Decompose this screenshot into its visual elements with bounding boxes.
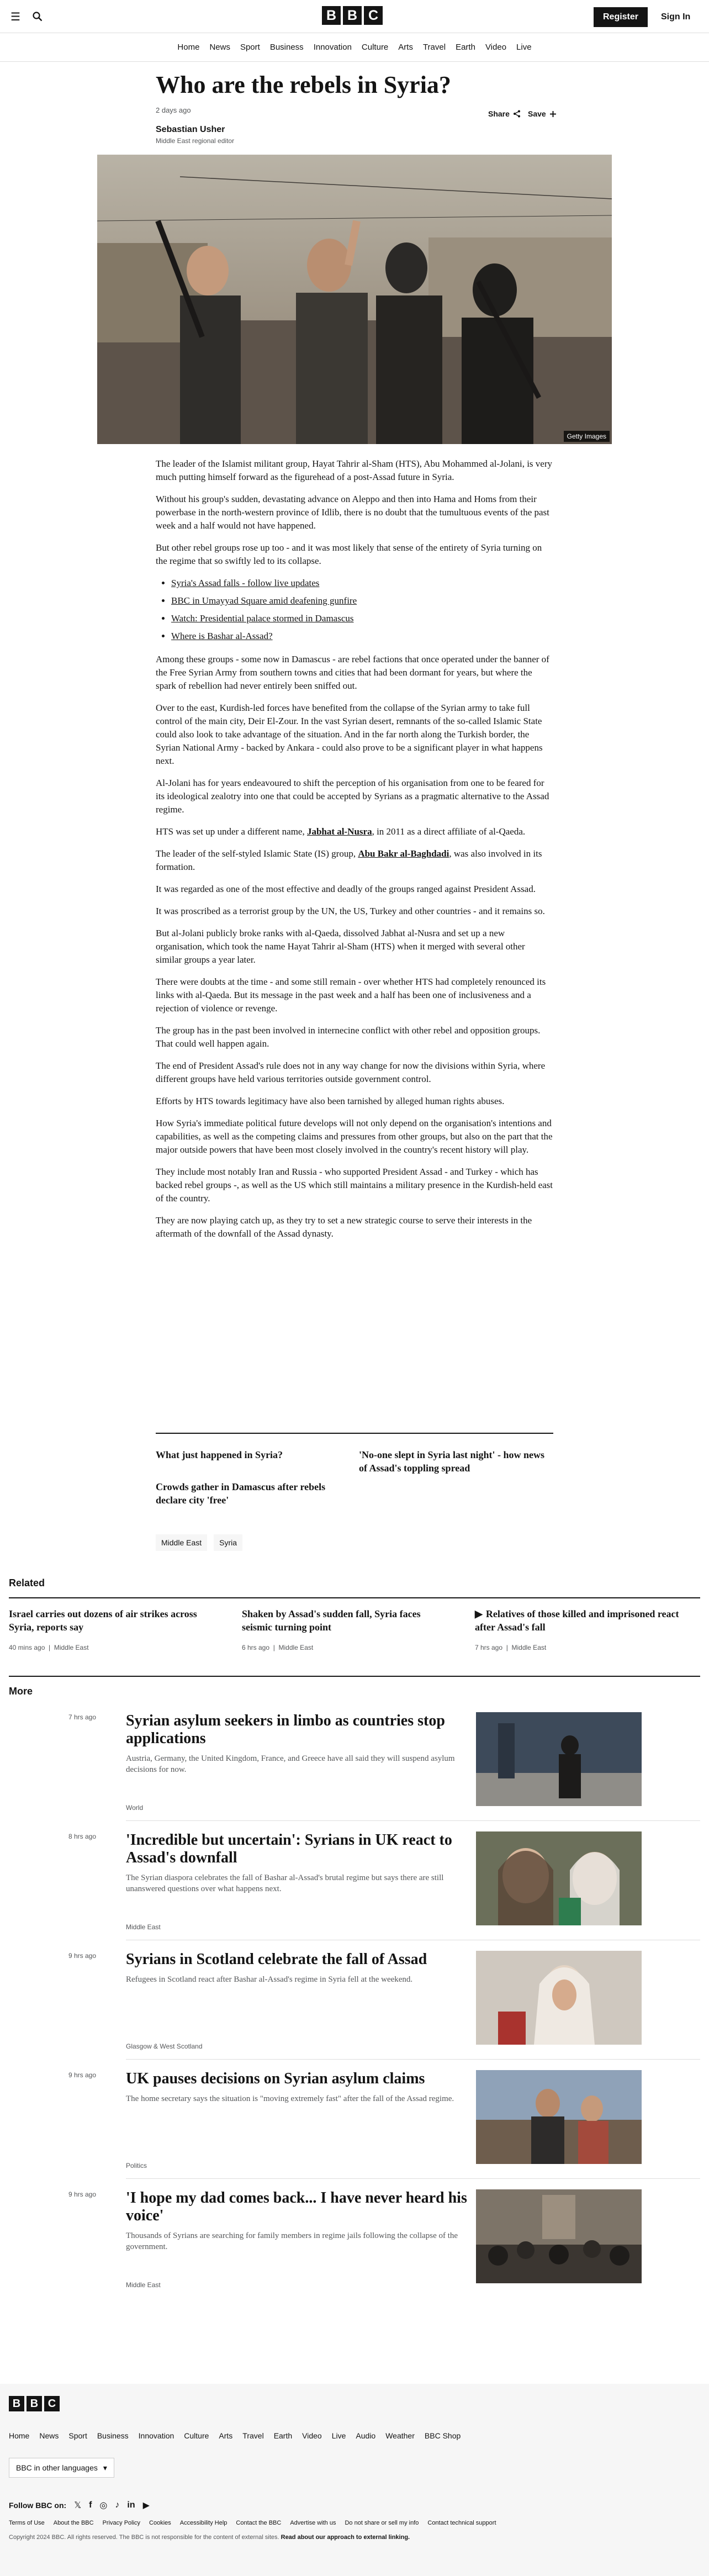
- nav-item-live[interactable]: Live: [516, 43, 532, 52]
- article-time: 2 days ago: [156, 106, 191, 114]
- footer-link[interactable]: Cookies: [149, 2520, 171, 2526]
- more-section: Middle East: [126, 1923, 161, 1931]
- nav-item-culture[interactable]: Culture: [361, 43, 389, 52]
- author-role: Middle East regional editor: [156, 137, 235, 145]
- related-section: Middle East: [511, 1644, 547, 1651]
- paragraph: But other rebel groups rose up too - and it was most likely that sense of the entirety of Syria turning on the regime that so swiftly led to its collapse.: [156, 542, 542, 566]
- topic-tags: [156, 1534, 242, 1551]
- site-footer: [0, 2384, 709, 2576]
- footer-nav-item[interactable]: Home: [9, 2431, 30, 2440]
- more-thumbnail: [476, 1712, 642, 1806]
- external-linking-link[interactable]: Read about our approach to external linking.: [281, 2534, 410, 2541]
- article-title: Who are the rebels in Syria?: [156, 71, 451, 98]
- footer-nav-item[interactable]: Earth: [273, 2431, 293, 2440]
- more-desc: Austria, Germany, the United Kingdom, France, and Greece have all said they will suspend asylum decisions for now.: [126, 1754, 455, 1774]
- paragraph: The group has in the past been involved in internecine conflict with other rebel and opposition groups. That could well happen again.: [156, 1025, 541, 1049]
- thumbnail-image: [476, 1951, 642, 2045]
- image-credit: Getty Images: [564, 431, 610, 442]
- text-run: The leader of the self-styled Islamic State (IS) group,: [156, 848, 358, 859]
- more-title: UK pauses decisions on Syrian asylum claims: [126, 2070, 425, 2087]
- nav-item-travel[interactable]: Travel: [422, 43, 446, 52]
- paragraph: It was regarded as one of the most effective and deadly of the groups ranged against President Assad.: [156, 884, 536, 894]
- paragraph: The leader of the Islamist militant group, Hayat Tahrir al-Sham (HTS), Abu Mohammed al-Jolani, is very much putting himself forward as the figurehead of a post-Assad future in Syria.: [156, 458, 552, 482]
- nav-item-home[interactable]: Home: [177, 43, 200, 52]
- more-thumbnail: [476, 1951, 642, 2045]
- save-button[interactable]: [528, 109, 557, 118]
- logo-letter: B: [27, 2396, 42, 2411]
- footer-legal-links: [9, 2520, 496, 2526]
- paragraph: But al-Jolani publicly broke ranks with al-Qaeda, dissolved Jabhat al-Nusra and set up a new organisation, which took the name Hayat Tahrir al-Sham (HTS) when it merged with several other similar groups a year later.: [156, 928, 525, 965]
- more-desc: Thousands of Syrians are searching for family members in regime jails following the collapse of the government.: [126, 2231, 458, 2251]
- more-time: 8 hrs ago: [68, 1833, 97, 1840]
- inline-link[interactable]: • Watch: Presidential palace stormed in Damascus: [171, 612, 553, 625]
- paragraph: Among these groups - some now in Damascus - are rebel factions that once operated under the banner of the Free Syrian Army from southern towns and cities that had been dormant for years, but where the spark of rebellion had never entirely been sniffed out.: [156, 654, 549, 691]
- baghdadi-link[interactable]: Abu Bakr al-Baghdadi: [358, 848, 449, 859]
- footer-nav-item[interactable]: Arts: [219, 2431, 233, 2440]
- more-section: World: [126, 1804, 144, 1812]
- read-more-link[interactable]: 'No-one slept in Syria last night' - how news of Assad's toppling spread: [359, 1449, 545, 1474]
- more-desc: The Syrian diaspora celebrates the fall of Bashar al-Assad's brutal regime but says there are still unanswered questions over what happens next.: [126, 1873, 444, 1893]
- inline-link[interactable]: • Syria's Assad falls - follow live updates: [171, 577, 553, 590]
- paragraph: [156, 825, 553, 838]
- text-run: , was also involved in its formation.: [156, 848, 542, 872]
- share-label: Share: [488, 109, 510, 118]
- related-time: 6 hrs ago: [242, 1644, 270, 1651]
- instagram-icon[interactable]: ◎: [99, 2501, 108, 2510]
- related-title-text: Relatives of those killed and imprisoned react after Assad's fall: [475, 1608, 679, 1633]
- facebook-icon[interactable]: f: [89, 2500, 92, 2510]
- thumbnail-image: [476, 1712, 642, 1806]
- divider: [9, 1597, 700, 1598]
- footer-nav-item[interactable]: Culture: [184, 2431, 209, 2440]
- follow-label: Follow BBC on:: [9, 2501, 67, 2510]
- site-header: [0, 0, 709, 33]
- nav-item-sport[interactable]: Sport: [240, 43, 260, 52]
- more-thumbnail: [476, 1831, 642, 1925]
- related-title: [475, 1607, 685, 1634]
- paragraph: Over to the east, Kurdish-led forces have benefited from the collapse of the Syrian army to take full control of the main city, Deir El-Zour. In the vast Syrian desert, remnants of the so-called Islamic State could also look to take advantage of the situation. And in the far north along the Turkish border, the Syrian National Army - backed by Ankara - could also prove to be a significant player in what happens next.: [156, 703, 543, 766]
- logo-letter: B: [322, 6, 341, 25]
- paragraph: How Syria's immediate political future develops will not only depend on the organisation's intentions and capabilities, as well as the competing claims and pressures from other groups, but also on the part that the major outside powers that have been most closely involved in the country's recent history will play.: [156, 1118, 553, 1155]
- paragraph: Efforts by HTS towards legitimacy have also been tarnished by alleged human rights abuses.: [156, 1096, 505, 1106]
- logo-letter: B: [9, 2396, 24, 2411]
- related-title: Shaken by Assad's sudden fall, Syria faces seismic turning point: [242, 1608, 421, 1633]
- register-button[interactable]: Register: [594, 7, 648, 27]
- text-run: , in 2011 as a direct affiliate of al-Qaeda.: [372, 826, 526, 837]
- language-dropdown[interactable]: [9, 2458, 114, 2478]
- tiktok-icon[interactable]: ♪: [115, 2500, 120, 2510]
- nav-item-earth[interactable]: Earth: [456, 43, 475, 52]
- footer-link[interactable]: Contact technical support: [427, 2520, 496, 2526]
- more-time: 7 hrs ago: [68, 1713, 97, 1721]
- footer-nav-item[interactable]: Weather: [385, 2431, 415, 2440]
- footer-nav-item[interactable]: Audio: [356, 2431, 376, 2440]
- logo-letter: C: [364, 6, 383, 25]
- related-time: 40 mins ago: [9, 1644, 45, 1651]
- nav-item-innovation[interactable]: Innovation: [313, 43, 352, 52]
- footer-link[interactable]: Contact the BBC: [236, 2520, 282, 2526]
- menu-icon[interactable]: ☰: [10, 10, 20, 23]
- thumbnail-image: [476, 2070, 642, 2164]
- paragraph: Without his group's sudden, devastating advance on Aleppo and then into Hama and Homs from their powerbase in the north-western province of Idlib, there is no doubt that the tumultuous events of the past week and a half would not have happened.: [156, 494, 549, 531]
- more-desc: The home secretary says the situation is "moving extremely fast" after the fall of the Assad regime.: [126, 2094, 454, 2103]
- paragraph: It was proscribed as a terrorist group by the UN, the US, Turkey and other countries - and it remains so.: [156, 906, 545, 916]
- hero-image: [97, 155, 612, 444]
- search-icon[interactable]: [31, 10, 44, 23]
- divider: [126, 2059, 700, 2060]
- read-more-link[interactable]: Crowds gather in Damascus after rebels declare city 'free': [156, 1481, 326, 1506]
- nav-item-business[interactable]: Business: [269, 43, 304, 52]
- inline-link[interactable]: • BBC in Umayyad Square amid deafening gunfire: [171, 594, 553, 608]
- related-card[interactable]: Israel carries out dozens of air strikes across Syria, reports say 40 mins ago | Middle East: [9, 1607, 219, 1651]
- logo-letter: B: [343, 6, 362, 25]
- play-icon: ▶: [475, 1608, 483, 1619]
- more-thumbnail: [476, 2070, 642, 2164]
- social-links: [9, 2500, 150, 2511]
- more-thumbnail: [476, 2189, 642, 2283]
- rebels-photo: [97, 155, 612, 444]
- tag-middle-east[interactable]: Middle East: [156, 1534, 207, 1551]
- more-title: 'Incredible but uncertain': Syrians in UK react to Assad's downfall: [126, 1831, 452, 1866]
- more-section: Middle East: [126, 2281, 161, 2289]
- more-time: 9 hrs ago: [68, 1952, 97, 1960]
- footer-link[interactable]: Privacy Policy: [102, 2520, 141, 2526]
- footer-link[interactable]: Do not share or sell my info: [345, 2520, 419, 2526]
- divider: [126, 1820, 700, 1821]
- plus-icon: [549, 110, 557, 118]
- paragraph: The end of President Assad's rule does not in any way change for now the divisions within Syria, where different groups have held various territories outside government control.: [156, 1060, 546, 1084]
- related-heading: Related: [9, 1577, 45, 1588]
- nav-item-arts[interactable]: Arts: [398, 43, 413, 52]
- more-time: 9 hrs ago: [68, 2190, 97, 2198]
- read-more-link[interactable]: What just happened in Syria?: [156, 1449, 283, 1460]
- nusra-link[interactable]: Jabhat al-Nusra: [306, 826, 372, 837]
- related-card[interactable]: ▶ Relatives of those killed and imprisoned react after Assad's fall 7 hrs ago | Middle East: [475, 1607, 685, 1651]
- more-title: 'I hope my dad comes back... I have never heard his voice': [126, 2189, 467, 2224]
- footer-link[interactable]: Accessibility Help: [179, 2520, 227, 2526]
- paragraph: They are now playing catch up, as they try to set a new strategic course to serve their interests in the aftermath of the downfall of the Assad dynasty.: [156, 1215, 532, 1239]
- more-title: Syrians in Scotland celebrate the fall of Assad: [126, 1951, 427, 1968]
- author-name: Sebastian Usher: [156, 125, 225, 134]
- related-section: Middle East: [278, 1644, 314, 1651]
- footer-nav-item[interactable]: News: [39, 2431, 59, 2440]
- paragraph: They include most notably Iran and Russia - who supported President Assad - and Turkey - which has backed rebel groups -, as well as the US which still maintains a military presence in the Kurdish-held east of the country.: [156, 1166, 553, 1203]
- chevron-down-icon: ▾: [103, 2463, 107, 2472]
- related-time: 7 hrs ago: [475, 1644, 503, 1651]
- more-heading: More: [9, 1686, 33, 1697]
- related-section: Middle East: [54, 1644, 89, 1651]
- related-card[interactable]: Shaken by Assad's sudden fall, Syria faces seismic turning point 6 hrs ago | Middle East: [242, 1607, 452, 1651]
- footer-nav-item[interactable]: BBC Shop: [424, 2431, 461, 2440]
- footer-link[interactable]: Terms of Use: [9, 2520, 45, 2526]
- footer-nav-item[interactable]: Travel: [242, 2431, 264, 2440]
- language-label: BBC in other languages: [16, 2463, 98, 2472]
- related-title: Israel carries out dozens of air strikes across Syria, reports say: [9, 1608, 197, 1633]
- footer-link[interactable]: Advertise with us: [290, 2520, 336, 2526]
- text-run: HTS was set up under a different name,: [156, 826, 307, 837]
- more-section: Politics: [126, 2162, 147, 2169]
- footer-nav-item[interactable]: Video: [302, 2431, 322, 2440]
- more-desc: Refugees in Scotland react after Bashar al-Assad's regime in Syria fell at the weekend.: [126, 1975, 413, 1984]
- more-title: Syrian asylum seekers in limbo as countries stop applications: [126, 1712, 445, 1747]
- thumbnail-image: [476, 1831, 642, 1925]
- footer-nav: [9, 2431, 461, 2440]
- bbc-logo[interactable]: [322, 6, 383, 25]
- footer-nav-item[interactable]: Innovation: [138, 2431, 174, 2440]
- copyright-text: Copyright 2024 BBC. All rights reserved. The BBC is not responsible for the content of external sites.: [9, 2534, 279, 2541]
- main-nav: [0, 33, 709, 62]
- related-links-list: [171, 577, 553, 643]
- nav-item-video[interactable]: Video: [485, 43, 507, 52]
- x-icon[interactable]: 𝕏: [74, 2501, 82, 2510]
- footer-nav-item[interactable]: Live: [331, 2431, 346, 2440]
- more-section: Glasgow & West Scotland: [126, 2042, 203, 2050]
- linkedin-icon[interactable]: in: [127, 2500, 135, 2510]
- more-time: 9 hrs ago: [68, 2071, 97, 2079]
- footer-link[interactable]: About the BBC: [53, 2520, 94, 2526]
- sign-in-button[interactable]: Sign In: [661, 12, 691, 22]
- tag-syria[interactable]: Syria: [214, 1534, 242, 1551]
- article-body: [156, 457, 553, 1249]
- paragraph: [156, 847, 553, 874]
- divider: [126, 2178, 700, 2179]
- footer-bbc-logo[interactable]: [9, 2396, 60, 2411]
- nav-item-news[interactable]: News: [209, 43, 230, 52]
- logo-letter: C: [44, 2396, 60, 2411]
- paragraph: Al-Jolani has for years endeavoured to shift the perception of his organisation from one to be feared for its ideological zealotry into one that could be accepted by Syrians as a pragmatic alternative to the Assad regime.: [156, 778, 549, 815]
- share-icon: [513, 110, 521, 118]
- footer-nav-item[interactable]: Sport: [68, 2431, 87, 2440]
- paragraph: There were doubts at the time - and some still remain - over whether HTS had completely renounced its links with al-Qaeda. But its message in the past week and a half has been one of inclusiveness and a rejection of violence or revenge.: [156, 976, 546, 1013]
- inline-link[interactable]: • Where is Bashar al-Assad?: [171, 630, 553, 643]
- share-button[interactable]: [488, 109, 521, 118]
- read-more-section: [156, 1433, 553, 1506]
- youtube-icon[interactable]: ▶: [142, 2501, 150, 2510]
- thumbnail-image: [476, 2189, 642, 2283]
- footer-nav-item[interactable]: Business: [97, 2431, 129, 2440]
- divider: [9, 1676, 700, 1677]
- copyright: [9, 2534, 410, 2541]
- save-label: Save: [528, 109, 546, 118]
